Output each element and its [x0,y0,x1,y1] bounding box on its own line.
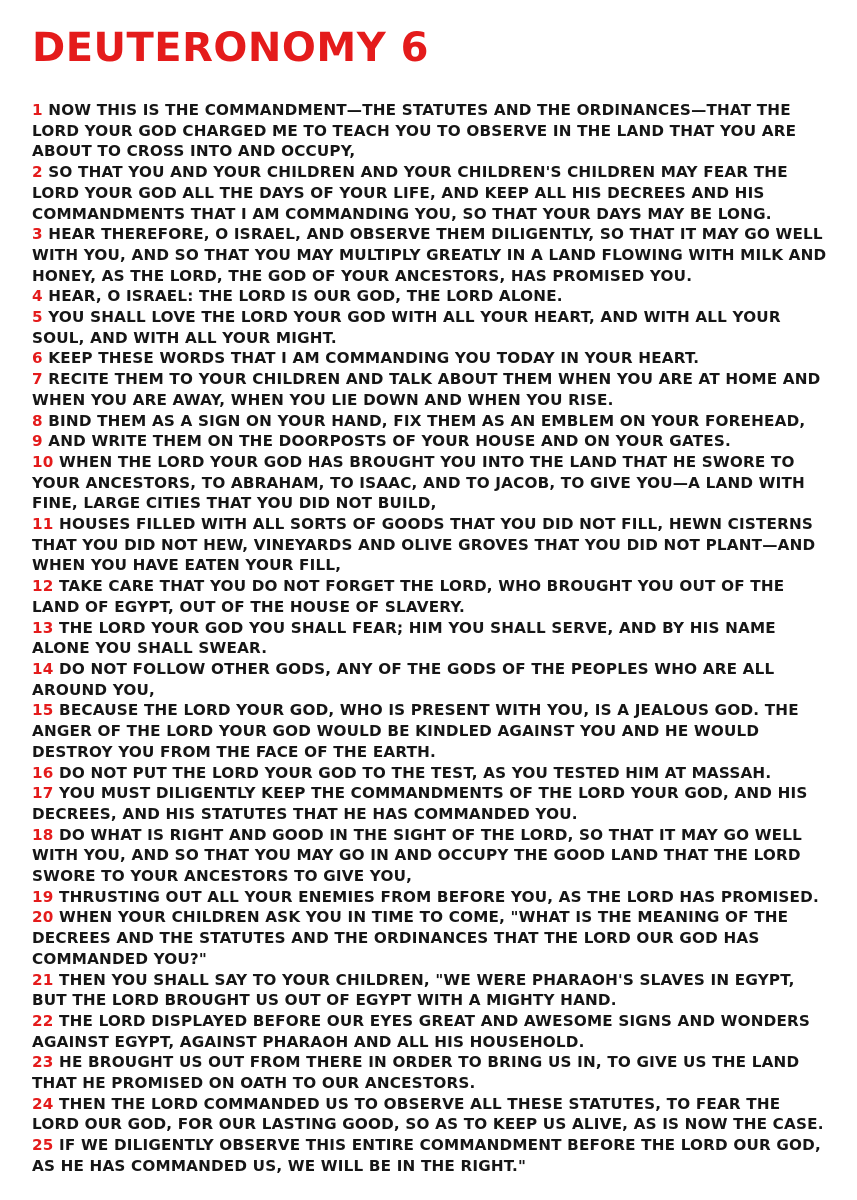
verse-text: YOU MUST DILIGENTLY KEEP THE COMMANDMENTS OF THE LORD YOUR GOD, AND HIS DECREES, AND HIS STATUTES THAT HE HAS COMMANDED YOU. [32,784,808,823]
verse-number: 14 [32,659,54,678]
verse-text: BIND THEM AS A SIGN ON YOUR HAND, FIX THEM AS AN EMBLEM ON YOUR FOREHEAD, [48,411,806,430]
verse-number: 11 [32,515,54,534]
verse-number: 15 [32,701,54,720]
verse-text: HEAR THEREFORE, O ISRAEL, AND OBSERVE THEM DILIGENTLY, SO THAT IT MAY GO WELL WITH YOU, AND SO THAT YOU MAY MULTIPLY GREATLY IN A LAND FLOWING WITH MILK AND HONEY, AS THE LORD, THE GOD OF YOUR ANCESTORS, HAS PROMISED YOU. [32,225,827,285]
verse-text: THEN YOU SHALL SAY TO YOUR CHILDREN, "WE WERE PHARAOH'S SLAVES IN EGYPT, BUT THE LORD BROUGHT US OUT OF EGYPT WITH A MIGHTY HAND. [32,970,795,1010]
verse-list [32,100,832,1177]
verse-text: THE LORD DISPLAYED BEFORE OUR EYES GREAT AND AWESOME SIGNS AND WONDERS AGAINST EGYPT, AGAINST PHARAOH AND ALL HIS HOUSEHOLD. [32,1011,811,1051]
verse-number: 12 [32,577,54,596]
verse-text: SO THAT YOU AND YOUR CHILDREN AND YOUR CHILDREN'S CHILDREN MAY FEAR THE LORD YOUR GOD ALL THE DAYS OF YOUR LIFE, AND KEEP ALL HIS DECREES AND HIS COMMANDMENTS THAT I AM COMMANDING YOU, SO THAT YOUR DAYS MAY BE LONG. [32,163,788,223]
verse [32,907,832,969]
verse-text: YOU SHALL LOVE THE LORD YOUR GOD WITH ALL YOUR HEART, AND WITH ALL YOUR SOUL, AND WITH ALL YOUR MIGHT. [32,308,781,347]
verse [32,1011,832,1052]
verse [32,348,832,369]
verse-number: 10 [32,452,54,471]
verse-number: 22 [32,1011,54,1030]
verse-number: 23 [32,1053,54,1072]
verse [32,618,832,659]
page-title: DEUTERONOMY 6 [32,25,429,71]
verse-number: 4 [32,287,43,306]
verse-number: 24 [32,1094,54,1113]
verse [32,411,832,432]
verse-text: THEN THE LORD COMMANDED US TO OBSERVE ALL THESE STATUTES, TO FEAR THE LORD OUR GOD, FOR OUR LASTING GOOD, SO AS TO KEEP US ALIVE, AS IS NOW THE CASE. [32,1094,824,1134]
verse-text: IF WE DILIGENTLY OBSERVE THIS ENTIRE COMMANDMENT BEFORE THE LORD OUR GOD, AS HE HAS COMMANDED US, WE WILL BE IN THE RIGHT." [32,1136,821,1175]
verse-number: 25 [32,1136,54,1155]
verse-text: DO WHAT IS RIGHT AND GOOD IN THE SIGHT OF THE LORD, SO THAT IT MAY GO WELL WITH YOU, AND SO THAT YOU MAY GO IN AND OCCUPY THE GOOD LAND THAT THE LORD SWORE TO YOUR ANCESTORS TO GIVE YOU, [32,825,802,886]
verse-text: HEAR, O ISRAEL: THE LORD IS OUR GOD, THE LORD ALONE. [48,287,563,306]
verse-number: 7 [32,370,43,389]
verse-text: WHEN YOUR CHILDREN ASK YOU IN TIME TO COME, "WHAT IS THE MEANING OF THE DECREES AND THE STATUTES AND THE ORDINANCES THAT THE LORD OUR GOD HAS COMMANDED YOU?" [32,908,789,968]
verse-number: 2 [32,163,43,182]
verse-number: 3 [32,225,43,244]
verse-text: DO NOT FOLLOW OTHER GODS, ANY OF THE GODS OF THE PEOPLES WHO ARE ALL AROUND YOU, [32,659,775,699]
verse [32,286,832,307]
verse [32,514,832,576]
verse [32,887,832,908]
verse [32,783,832,824]
verse [32,307,832,348]
verse [32,576,832,617]
verse [32,1094,832,1135]
verse [32,431,832,452]
verse [32,1135,832,1176]
verse [32,162,832,224]
verse [32,763,832,784]
verse-text: THRUSTING OUT ALL YOUR ENEMIES FROM BEFORE YOU, AS THE LORD HAS PROMISED. [59,887,819,906]
verse-number: 21 [32,970,54,989]
verse [32,1052,832,1093]
verse [32,224,832,286]
verse [32,825,832,887]
verse-number: 18 [32,825,54,844]
verse-number: 20 [32,908,54,927]
verse-number: 1 [32,101,43,119]
verse [32,100,832,162]
verse [32,452,832,514]
verse-text: BECAUSE THE LORD YOUR GOD, WHO IS PRESENT WITH YOU, IS A JEALOUS GOD. THE ANGER OF THE LORD YOUR GOD WOULD BE KINDLED AGAINST YOU AND HE WOULD DESTROY YOU FROM THE FACE OF THE EARTH. [32,701,799,761]
verse-text: HE BROUGHT US OUT FROM THERE IN ORDER TO BRING US IN, TO GIVE US THE LAND THAT HE PROMISED ON OATH TO OUR ANCESTORS. [32,1053,800,1093]
verse-text: DO NOT PUT THE LORD YOUR GOD TO THE TEST, AS YOU TESTED HIM AT MASSAH. [59,763,772,782]
verse [32,369,832,410]
verse-number: 8 [32,411,43,430]
verse-number: 6 [32,349,43,368]
verse [32,970,832,1011]
verse-text: KEEP THESE WORDS THAT I AM COMMANDING YOU TODAY IN YOUR HEART. [48,349,700,368]
verse-number: 16 [32,763,54,782]
verse-text: NOW THIS IS THE COMMANDMENT—THE STATUTES AND THE ORDINANCES—THAT THE LORD YOUR GOD CHARGED ME TO TEACH YOU TO OBSERVE IN THE LAND THAT YOU ARE ABOUT TO CROSS INTO AND OCCUPY, [32,101,797,161]
verse-text: THE LORD YOUR GOD YOU SHALL FEAR; HIM YOU SHALL SERVE, AND BY HIS NAME ALONE YOU SHALL SWEAR. [32,618,776,658]
verse-number: 17 [32,784,54,803]
verse-text: HOUSES FILLED WITH ALL SORTS OF GOODS THAT YOU DID NOT FILL, HEWN CISTERNS THAT YOU DID NOT HEW, VINEYARDS AND OLIVE GROVES THAT YOU DID NOT PLANT—AND WHEN YOU HAVE EATEN YOUR FILL, [32,515,816,575]
verse-number: 9 [32,432,43,451]
verse [32,700,832,762]
verse-text: RECITE THEM TO YOUR CHILDREN AND TALK ABOUT THEM WHEN YOU ARE AT HOME AND WHEN YOU ARE AWAY, WHEN YOU LIE DOWN AND WHEN YOU RISE. [32,370,821,409]
verse-text: WHEN THE LORD YOUR GOD HAS BROUGHT YOU INTO THE LAND THAT HE SWORE TO YOUR ANCESTORS, TO ABRAHAM, TO ISAAC, AND TO JACOB, TO GIVE YOU—A LAND WITH FINE, LARGE CITIES THAT YOU DID NOT BUILD, [32,452,805,513]
verse-text: AND WRITE THEM ON THE DOORPOSTS OF YOUR HOUSE AND ON YOUR GATES. [48,432,731,451]
verse-text: TAKE CARE THAT YOU DO NOT FORGET THE LORD, WHO BROUGHT YOU OUT OF THE LAND OF EGYPT, OUT OF THE HOUSE OF SLAVERY. [32,577,785,616]
verse-number: 5 [32,308,43,327]
verse [32,659,832,700]
verse-number: 19 [32,887,54,906]
verse-number: 13 [32,618,54,637]
